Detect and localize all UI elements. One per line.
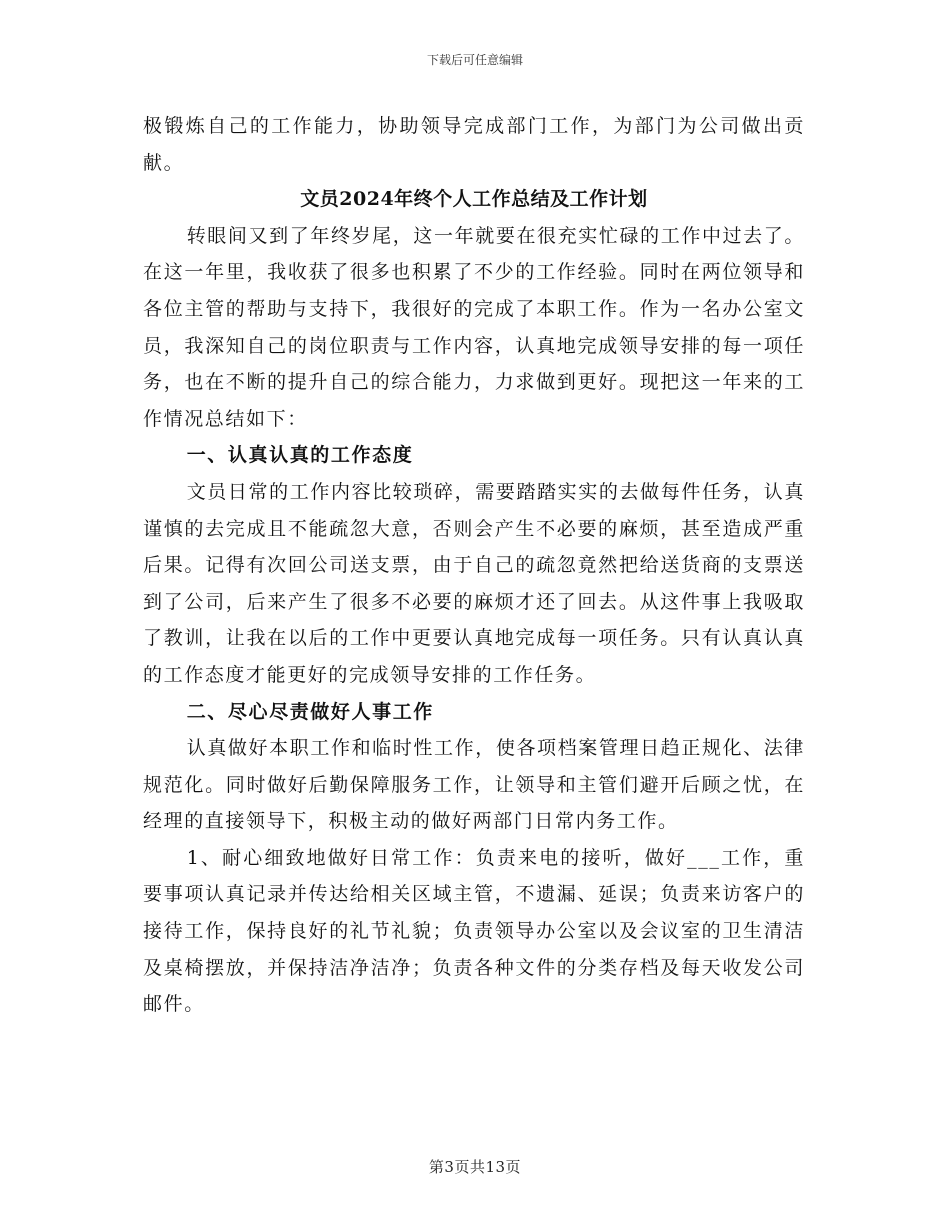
continuation-paragraph: 极锻炼自己的工作能力，协助领导完成部门工作，为部门为公司做出贡献。 <box>143 115 805 174</box>
section-2-paragraph: 认真做好本职工作和临时性工作，使各项档案管理日趋正规化、法律规范化。同时做好后勤保障服务工作，让领导和主管们避开后顾之忧，在经理的直接领导下，积极主动的做好两部门日常内务工作。 <box>143 737 805 833</box>
intro-paragraph: 转眼间又到了年终岁尾，这一年就要在很充实忙碌的工作中过去了。在这一年里，我收获了很多也积累了不少的工作经验。同时在两位领导和各位主管的帮助与支持下，我很好的完成了本职工作。作为一名办公室文员，我深知自己的岗位职责与工作内容，认真地完成领导安排的每一项任务，也在不断的提升自己的综合能力，力求做到更好。现把这一年来的工作情况总结如下： <box>143 224 805 430</box>
section-2-item-1: 1、耐心细致地做好日常工作：负责来电的接听，做好___工作，重要事项认真记录并传达给相关区域主管，不遗漏、延误；负责来访客户的接待工作，保持良好的礼节礼貌；负责领导办公室以及会议室的卫生清洁及桌椅摆放，并保持洁净洁净；负责各种文件的分类存档及每天收发公司邮件。 <box>143 846 805 1016</box>
document-title: 文员2024年终个人工作总结及工作计划 <box>300 188 648 211</box>
section-1-paragraph: 文员日常的工作内容比较琐碎，需要踏踏实实的去做每件任务，认真谨慎的去完成且不能疏忽大意，否则会产生不必要的麻烦，甚至造成严重后果。记得有次回公司送支票，由于自己的疏忽竟然把给送货商的支票送到了公司，后来产生了很多不必要的麻烦才还了回去。从这件事上我吸取了教训，让我在以后的工作中更要认真地完成每一项任务。只有认真认真的工作态度才能更好的完成领导安排的工作任务。 <box>143 480 805 686</box>
document-body <box>143 108 805 1023</box>
page-header: 下载后可任意编辑 <box>426 53 523 67</box>
section-heading-1: 一、认真认真的工作态度 <box>186 444 414 467</box>
page-number-footer: 第3页共13页 <box>428 1158 522 1176</box>
section-heading-2: 二、尽心尽责做好人事工作 <box>186 700 434 723</box>
